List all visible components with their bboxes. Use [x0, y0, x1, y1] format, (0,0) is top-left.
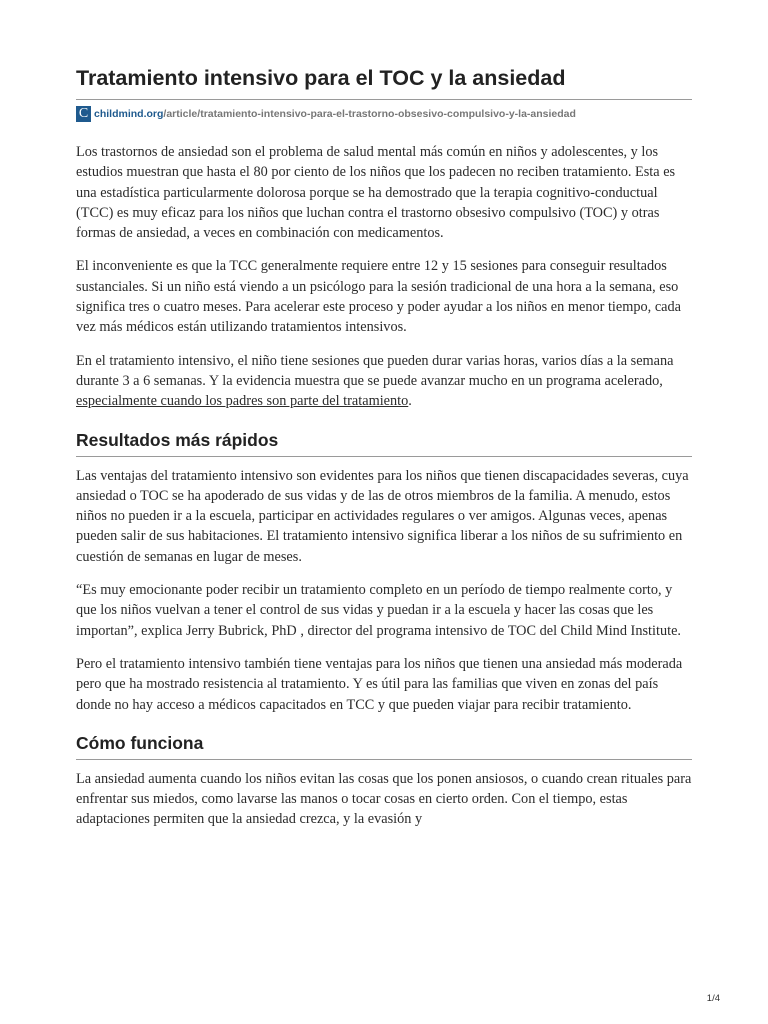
source-line — [76, 105, 692, 123]
section-heading-como-funciona: Cómo funciona — [76, 733, 692, 760]
article-body — [76, 142, 692, 843]
paragraph — [76, 351, 692, 412]
paragraph: Pero el tratamiento intensivo también tiene ventajas para los niños que tienen una ansiedad más moderada pero que ha mostrado resistencia al tratamiento. Y es útil para las familias que viven en zonas del país donde no hay acceso a médicos capacitados en TCC y que pueden viajar para recibir tratamiento. — [76, 655, 683, 713]
article-title: Tratamiento intensivo para el TOC y la ansiedad — [76, 66, 566, 90]
page-number: 1/4 — [706, 993, 720, 1004]
paragraph-text: En el tratamiento intensivo, el niño tiene sesiones que pueden durar varias horas, varios días a la semana durante 3 a 6 semanas. Y la evidencia muestra que se puede avanzar mucho en un programa acelerado, — [76, 352, 674, 389]
source-path: /article/tratamiento-intensivo-para-el-trastorno-obsesivo-compulsivo-y-la-ansiedad — [163, 108, 576, 120]
source-link[interactable] — [94, 108, 576, 120]
source-domain: childmind.org — [94, 108, 164, 120]
childmind-logo-icon: C — [76, 106, 91, 122]
paragraph-end: . — [408, 393, 412, 410]
paragraph: Las ventajas del tratamiento intensivo son evidentes para los niños que tienen discapacidades severas, cuya ansiedad o TOC se ha apoderado de sus vidas y de las de otros miembros de la familia. A menudo, estos niños no pueden ir a la escuela, participar en actividades regulares o ver amigos. Algunas veces, apenas pueden salir de sus habitaciones. El tratamiento intensivo significa liberar a los niños de su sufrimiento en cuestión de semanas en lugar de meses. — [76, 467, 689, 565]
parents-treatment-link[interactable]: especialmente cuando los padres son parte del tratamiento — [76, 393, 409, 410]
paragraph: El inconveniente es que la TCC generalmente requiere entre 12 y 15 sesiones para conseguir resultados sustanciales. Si un niño está viendo a un psicólogo para la sesión tradicional de una hora a la semana, eso significa tres o cuatro meses. Para acelerar este proceso y poder ayudar a los niños en menor tiempo, cada vez más médicos están utilizando tratamientos intensivos. — [76, 258, 681, 336]
paragraph: “Es muy emocionante poder recibir un tratamiento completo en un período de tiempo realmente corto, y que los niños vuelvan a tener el control de sus vidas y puedan ir a la escuela y hacer las cosas que les importan”, explica Jerry Bubrick, PhD , director del programa intensivo de TOC del Child Mind Institute. — [76, 582, 681, 639]
section-heading-resultados: Resultados más rápidos — [76, 430, 692, 457]
paragraph: Los trastornos de ansiedad son el problema de salud mental más común en niños y adolescentes, y los estudios muestran que hasta el 80 por ciento de los niños que los padecen no reciben tratamiento. Esta es una estadística particularmente dolorosa porque se ha demostrado que la terapia cognitivo-conductual (TCC) es muy eficaz para los niños que luchan contra el trastorno obsesivo compulsivo (TOC) y otras formas de ansiedad, a veces en combinación con medicamentos. — [76, 144, 676, 242]
title-divider — [76, 99, 692, 100]
paragraph: La ansiedad aumenta cuando los niños evitan las cosas que los ponen ansiosos, o cuando crean rituales para enfrentar sus miedos, como lavarse las manos o tocar cosas en cierto orden. Con el tiempo, estas adaptaciones permiten que la ansiedad crezca, y la evasión y — [76, 770, 692, 828]
